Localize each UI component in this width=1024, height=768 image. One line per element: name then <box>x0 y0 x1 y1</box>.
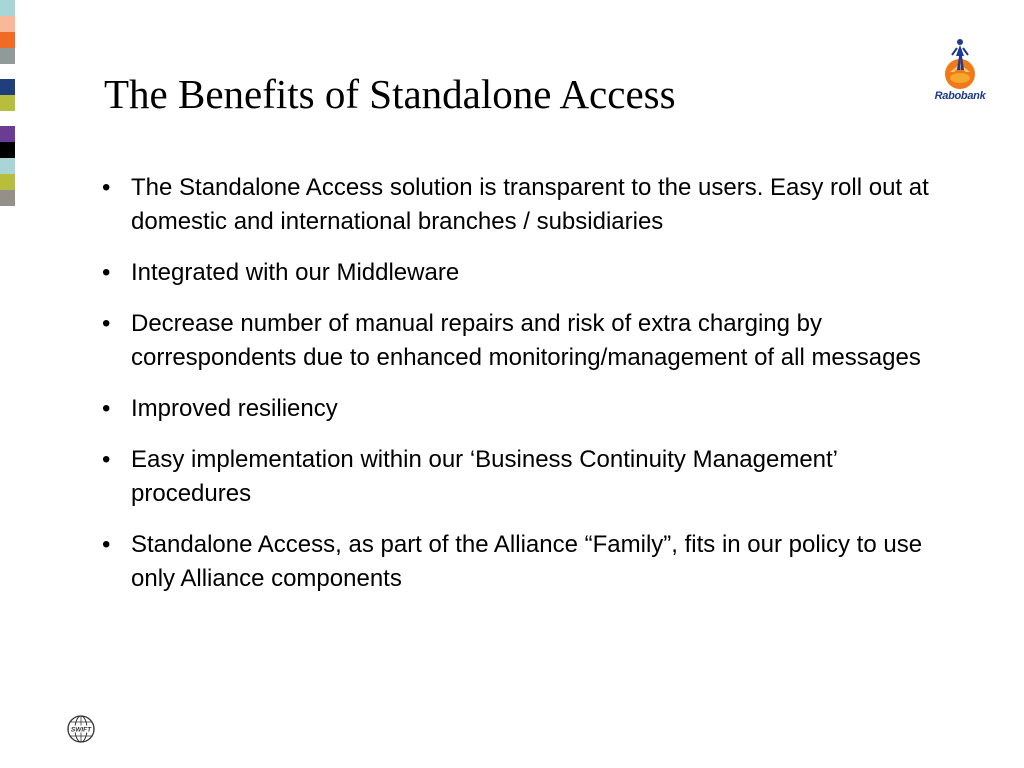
color-swatch <box>0 158 15 174</box>
color-swatch <box>0 48 15 64</box>
rabobank-logo <box>930 36 990 108</box>
bullet-item <box>102 528 942 596</box>
bullet-marker: • <box>102 310 111 337</box>
bullet-item <box>102 171 942 239</box>
bullet-text: Integrated with our Middleware <box>131 259 460 286</box>
rabobank-logo-text: Rabobank <box>934 90 986 102</box>
swift-logo <box>66 714 96 744</box>
bullet-item <box>102 392 942 426</box>
bullet-text: Decrease number of manual repairs and risk of extra charging by correspondents due to enhanced monitoring/management of all messages <box>131 310 921 371</box>
color-strip-gap <box>0 64 15 79</box>
bullet-text: Standalone Access, as part of the Alliance “Family”, fits in our policy to use only Alliance components <box>131 531 923 592</box>
bullet-marker: • <box>102 174 111 201</box>
color-swatch <box>0 142 15 158</box>
bullet-item <box>102 307 942 375</box>
bullet-text: Improved resiliency <box>131 395 338 422</box>
bullet-marker: • <box>102 395 111 422</box>
color-swatch <box>0 95 15 111</box>
color-swatch <box>0 16 15 32</box>
swift-logo-text: SWIFT <box>70 726 92 734</box>
rabobank-logo-icon <box>930 36 990 92</box>
color-swatch <box>0 32 15 48</box>
color-swatch <box>0 190 15 206</box>
bullet-marker: • <box>102 259 111 286</box>
color-swatch <box>0 126 15 142</box>
color-swatch <box>0 0 15 16</box>
color-swatch <box>0 79 15 95</box>
bullet-item <box>102 443 942 511</box>
slide-title: The Benefits of Standalone Access <box>104 71 676 117</box>
color-strip-gap <box>0 111 15 126</box>
bullet-marker: • <box>102 446 111 473</box>
bullet-list <box>102 171 942 613</box>
swift-globe-icon <box>66 714 96 744</box>
bullet-marker: • <box>102 531 111 558</box>
bullet-text: Easy implementation within our ‘Business Continuity Management’ procedures <box>131 446 838 507</box>
bullet-text: The Standalone Access solution is transparent to the users. Easy roll out at domestic and international branches / subsidiaries <box>131 174 929 235</box>
color-strip <box>0 0 15 206</box>
bullet-item <box>102 256 942 290</box>
color-swatch <box>0 174 15 190</box>
